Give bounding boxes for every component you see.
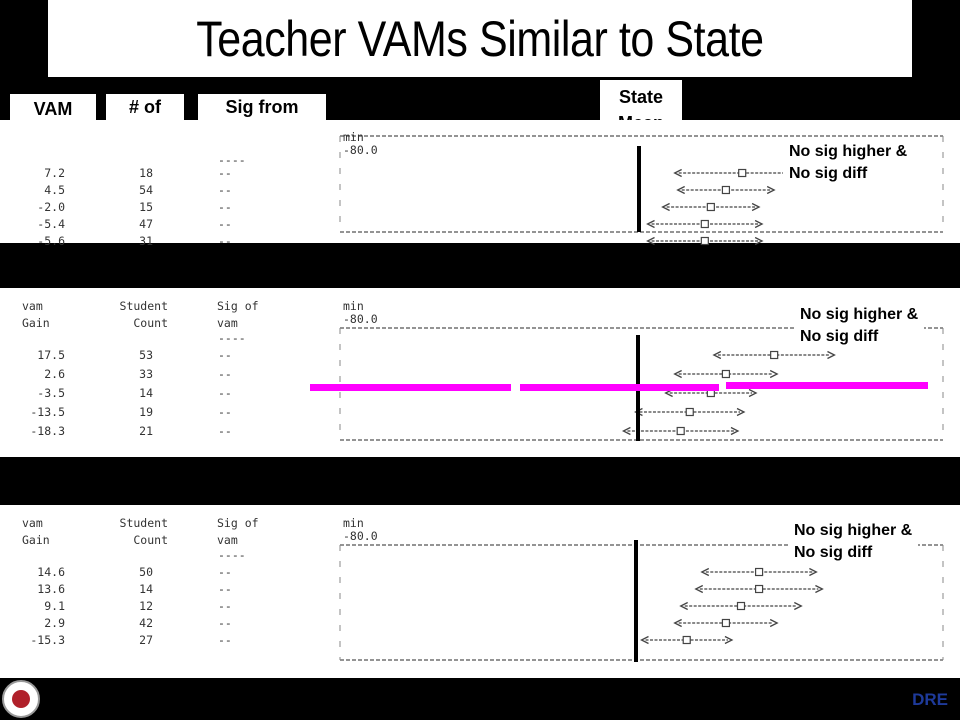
panel-3-col3-header: vam xyxy=(217,533,238,547)
panel-3-interval-estimate xyxy=(683,637,690,644)
panel-1-sig-value: -- xyxy=(218,166,232,180)
panel-3-col2-header: Student xyxy=(119,516,168,530)
panel-2-vam-value: -3.5 xyxy=(37,386,65,400)
panel-3-vam-value: 9.1 xyxy=(44,599,65,613)
panel-2-col2-header: Count xyxy=(133,316,168,330)
panel-1-interval-estimate xyxy=(707,204,714,211)
callout-2-line-1: No sig higher & xyxy=(800,306,919,323)
panel-2-col2-header: Student xyxy=(119,299,168,313)
callout-1 xyxy=(783,141,913,185)
highlight-line-right xyxy=(726,382,928,389)
panel-1-interval-estimate xyxy=(701,238,708,245)
panel-1-min-value: -80.0 xyxy=(343,143,378,157)
panel-3-min-value: -80.0 xyxy=(343,529,378,543)
panel-2-vam-value: -13.5 xyxy=(30,405,65,419)
state-mean-line-3 xyxy=(634,540,638,662)
panel-3-sig-value: -- xyxy=(218,633,232,647)
panel-1-interval-estimate xyxy=(722,187,729,194)
panel-2-col1-header: vam xyxy=(22,299,43,313)
panel-1-student-count: 47 xyxy=(139,217,153,231)
panel-3-interval-estimate xyxy=(722,620,729,627)
panel-2-dashes: ---- xyxy=(218,331,246,345)
panel-3-interval-right-arrow xyxy=(815,586,822,593)
callout-2-line-2: No sig diff xyxy=(800,328,879,345)
panel-3-interval-estimate xyxy=(756,586,763,593)
panel-1-interval-estimate xyxy=(739,170,746,177)
panel-2-col3-header: Sig of xyxy=(217,299,259,313)
callout-3 xyxy=(788,520,918,564)
panel-3-vam-value: 14.6 xyxy=(37,565,65,579)
callout-3-line-2: No sig diff xyxy=(794,544,873,561)
panel-3-dashes: ---- xyxy=(218,548,246,562)
panel-3-student-count: 14 xyxy=(139,582,153,596)
panel-1-interval-estimate xyxy=(701,221,708,228)
highlight-line-middle xyxy=(520,384,719,391)
panel-2-interval-right-arrow xyxy=(749,390,756,397)
panel-3-student-count: 42 xyxy=(139,616,153,630)
panel-1-dashes: ---- xyxy=(218,153,246,167)
panel-3-interval-right-arrow xyxy=(725,637,732,644)
footer-tag: DRE xyxy=(912,690,948,709)
panel-2-sig-value: -- xyxy=(218,367,232,381)
panel-2-interval-estimate xyxy=(686,409,693,416)
panel-3-vam-value: 2.9 xyxy=(44,616,65,630)
panel-2-sig-value: -- xyxy=(218,348,232,362)
panel-2-interval-estimate xyxy=(771,352,778,359)
panel-3-interval-estimate xyxy=(756,569,763,576)
panel-1-vam-value: 7.2 xyxy=(44,166,65,180)
panel-3-col3-header: Sig of xyxy=(217,516,259,530)
panel-2-student-count: 21 xyxy=(139,424,153,438)
panel-3-sig-value: -- xyxy=(218,565,232,579)
panel-2-interval-right-arrow xyxy=(737,409,744,416)
panel-1-student-count: 54 xyxy=(139,183,153,197)
callout-1-line-2: No sig diff xyxy=(789,165,868,182)
panel-1-vam-value: -5.4 xyxy=(37,217,65,231)
sig-header: Sig from xyxy=(225,97,299,117)
callout-1-line-1: No sig higher & xyxy=(789,143,908,160)
panel-2-student-count: 33 xyxy=(139,367,153,381)
panel-3-student-count: 50 xyxy=(139,565,153,579)
panel-3-student-count: 27 xyxy=(139,633,153,647)
panel-3-sig-value: -- xyxy=(218,582,232,596)
panel-3-vam-value: -15.3 xyxy=(30,633,65,647)
callout-3-line-1: No sig higher & xyxy=(794,522,913,539)
panel-2-student-count: 14 xyxy=(139,386,153,400)
panel-1-sig-value: -- xyxy=(218,200,232,214)
panel-1-sig-value: -- xyxy=(218,183,232,197)
panel-3-col2-header: Count xyxy=(133,533,168,547)
panel-2-sig-value: -- xyxy=(218,424,232,438)
panel-1-student-count: 15 xyxy=(139,200,153,214)
panel-3-col1-header: vam xyxy=(22,516,43,530)
panel-2-student-count: 53 xyxy=(139,348,153,362)
panel-1-vam-value: 4.5 xyxy=(44,183,65,197)
panel-3-vam-value: 13.6 xyxy=(37,582,65,596)
panel-2-vam-value: 17.5 xyxy=(37,348,65,362)
highlight-line-left xyxy=(310,384,511,391)
panel-1-sig-value: -- xyxy=(218,234,232,248)
panel-2-vam-value: -18.3 xyxy=(30,424,65,438)
panel-2-vam-value: 2.6 xyxy=(44,367,65,381)
panel-2-min-label: min xyxy=(343,299,364,313)
callout-2 xyxy=(794,304,924,348)
panel-3-sig-value: -- xyxy=(218,599,232,613)
panel-2-col3-header: vam xyxy=(217,316,238,330)
panel-2-student-count: 19 xyxy=(139,405,153,419)
vam-header: VAM xyxy=(33,99,73,119)
panel-1-sig-value: -- xyxy=(218,217,232,231)
panel-1-student-count: 31 xyxy=(139,234,153,248)
panel-2-interval-estimate xyxy=(722,371,729,378)
panel-1-vam-value: -2.0 xyxy=(37,200,65,214)
slide-title: Teacher VAMs Similar to State xyxy=(196,10,764,67)
panel-3-col1-header: Gain xyxy=(22,533,50,547)
students-header: # of xyxy=(128,97,161,117)
state-mean-line-1 xyxy=(637,146,641,232)
panel-3-student-count: 12 xyxy=(139,599,153,613)
panel-2-col1-header: Gain xyxy=(22,316,50,330)
panel-2-min-value: -80.0 xyxy=(343,312,378,326)
panel-3-sig-value: -- xyxy=(218,616,232,630)
panel-2-sig-value: -- xyxy=(218,386,232,400)
school-district-logo xyxy=(2,680,40,718)
panel-1-min-label: min xyxy=(343,130,364,144)
state-mean-header: State xyxy=(618,87,663,107)
panel-3-interval-estimate xyxy=(737,603,744,610)
panel-1-vam-value: -5.6 xyxy=(37,234,65,248)
panel-3-min-label: min xyxy=(343,516,364,530)
panel-2-sig-value: -- xyxy=(218,405,232,419)
panel-2-interval-estimate xyxy=(677,428,684,435)
panel-1-student-count: 18 xyxy=(139,166,153,180)
